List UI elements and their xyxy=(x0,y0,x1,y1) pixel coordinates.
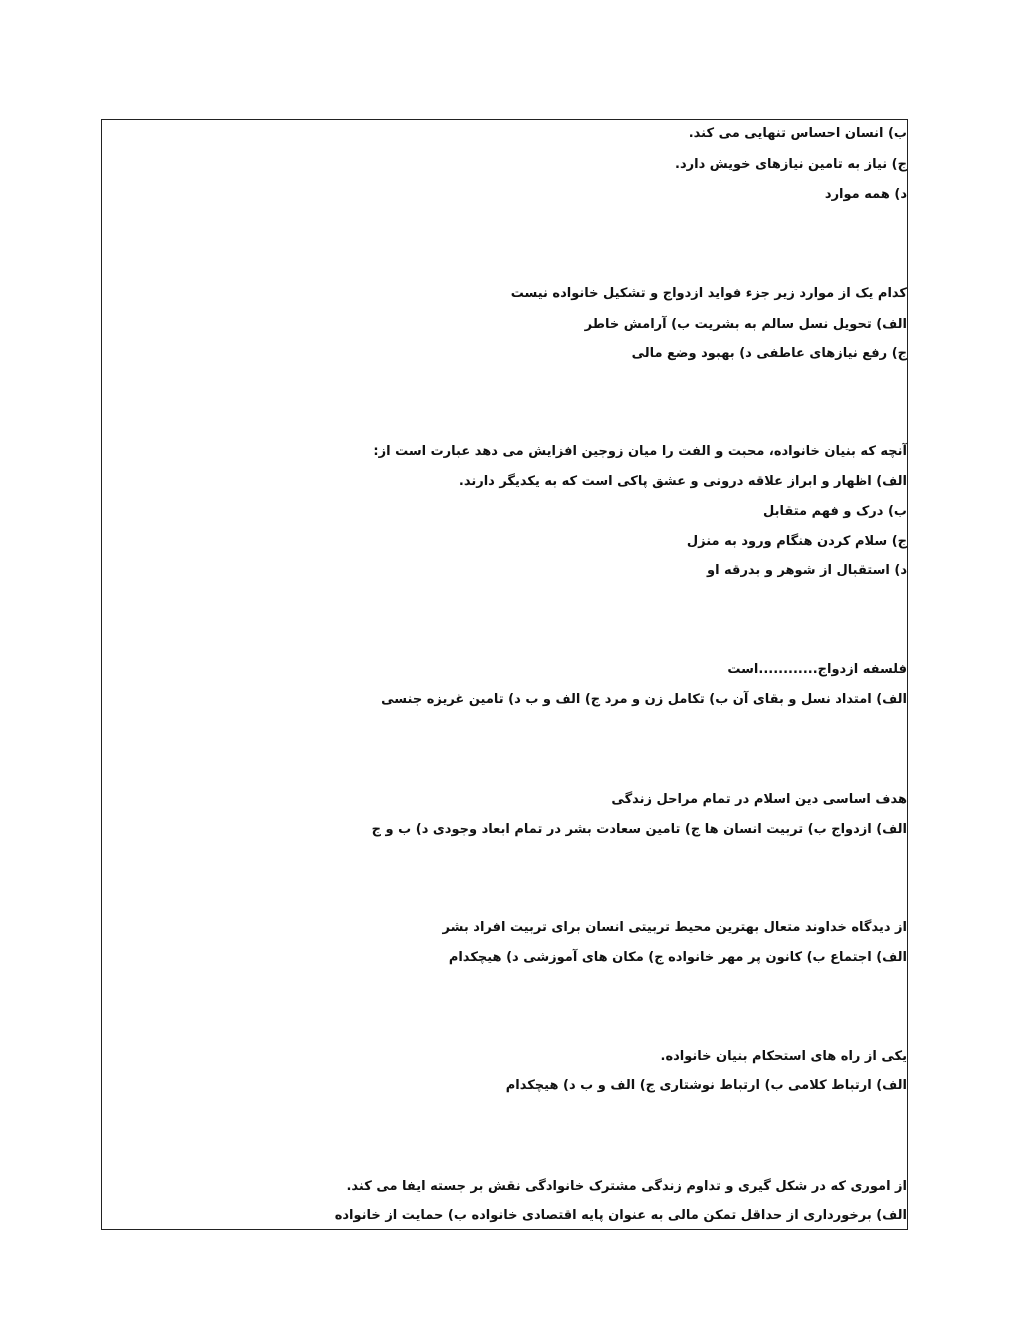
question-family-love: آنچه که بنیان خانواده، محبت و الفت را میان زوجین افزایش می دهد عبارت است از: xyxy=(373,444,907,459)
options-islam-goal: الف) ازدواج ب) تربیت انسان ها ج) تامین سعادت بشر در تمام ابعاد وجودی د) ب و ج xyxy=(371,822,907,837)
option-d-family-love: د) استقبال از شوهر و بدرقه او xyxy=(706,563,907,578)
option-c-needs: ج) نیاز به تامین نیازهای خویش دارد. xyxy=(675,157,907,172)
options-marriage-philosophy: الف) امتداد نسل و بقای آن ب) تکامل زن و مرد ج) الف و ب د) تامین غریزه جنسی xyxy=(381,692,907,707)
question-marriage-philosophy: فلسفه ازدواج............است xyxy=(727,662,907,677)
question-islam-goal: هدف اساسی دین اسلام در تمام مراحل زندگی xyxy=(611,792,907,807)
option-a-family-love: الف) اظهار و ابراز علاقه درونی و عشق پاکی است که به یکدیگر دارند. xyxy=(458,474,907,489)
question-shared-life: از اموری که در شکل گیری و تداوم زندگی مشترک خانوادگی نقش بر جسته ایفا می کند. xyxy=(346,1179,907,1194)
options-marriage-benefits-2: ج) رفع نیازهای عاطفی د) بهبود وضع مالی xyxy=(631,346,907,361)
option-b-loneliness: ب) انسان احساس تنهایی می کند. xyxy=(688,126,907,141)
options-family-strength: الف) ارتباط کلامی ب) ارتباط نوشتاری ج) الف و ب د) هیچکدام xyxy=(505,1078,907,1093)
options-marriage-benefits-1: الف) تحویل نسل سالم به بشریت ب) آرامش خاطر xyxy=(584,317,907,332)
question-best-environment: از دیدگاه خداوند متعال بهترین محیط تربیتی انسان برای تربیت افراد بشر xyxy=(442,920,907,935)
options-shared-life: الف) برخورداری از حداقل تمکن مالی به عنوان پایه اقتصادی خانواده ب) حمایت از خانواده xyxy=(334,1208,907,1223)
option-c-family-love: ج) سلام کردن هنگام ورود به منزل xyxy=(686,534,907,549)
option-d-all: د) همه موارد xyxy=(824,187,907,202)
question-family-strength: یکی از راه های استحکام بنیان خانواده. xyxy=(660,1049,907,1064)
option-b-family-love: ب) درک و فهم متقابل xyxy=(762,504,907,519)
question-marriage-benefits: کدام یک از موارد زیر جزء فواید ازدواج و تشکیل خانواده نیست xyxy=(510,286,907,301)
options-best-environment: الف) اجتماع ب) کانون پر مهر خانواده ج) مکان های آموزشی د) هیچکدام xyxy=(448,950,907,965)
